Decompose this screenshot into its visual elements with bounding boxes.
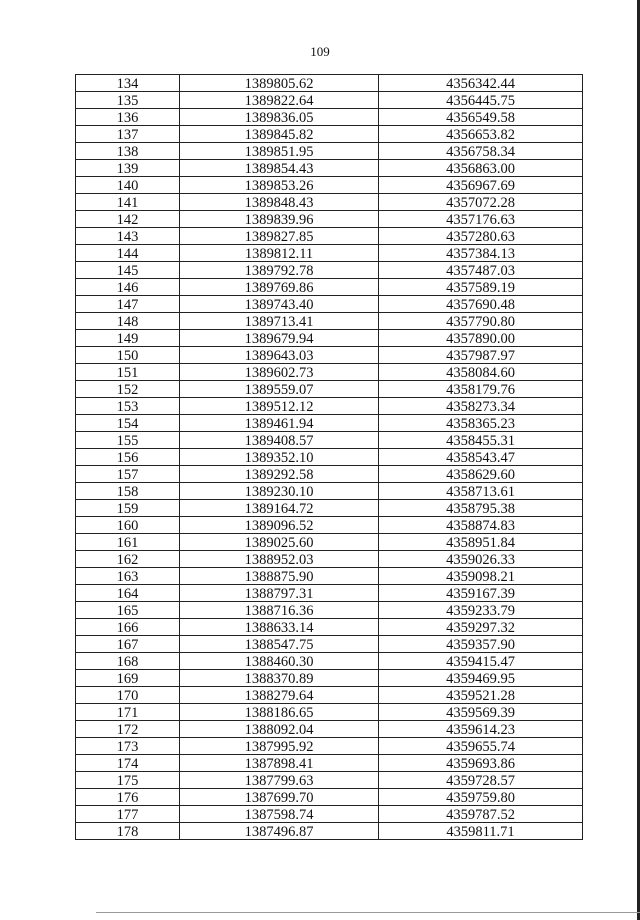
- x-coordinate-cell: 1389839.96: [180, 211, 379, 228]
- point-number-cell: 157: [76, 466, 180, 483]
- table-row: [76, 500, 583, 517]
- point-number-cell: 140: [76, 177, 180, 194]
- table-row: [76, 415, 583, 432]
- table-row: [76, 432, 583, 449]
- table-row: [76, 551, 583, 568]
- x-coordinate-cell: 1389792.78: [180, 262, 379, 279]
- x-coordinate-cell: 1388092.04: [180, 721, 379, 738]
- table-row: [76, 704, 583, 721]
- y-coordinate-cell: 4359811.71: [379, 823, 583, 840]
- y-coordinate-cell: 4358273.34: [379, 398, 583, 415]
- y-coordinate-cell: 4357690.48: [379, 296, 583, 313]
- y-coordinate-cell: 4359693.86: [379, 755, 583, 772]
- point-number-cell: 175: [76, 772, 180, 789]
- x-coordinate-cell: 1389851.95: [180, 143, 379, 160]
- point-number-cell: 139: [76, 160, 180, 177]
- y-coordinate-cell: 4356967.69: [379, 177, 583, 194]
- table-row: [76, 449, 583, 466]
- point-number-cell: 146: [76, 279, 180, 296]
- table-row: [76, 228, 583, 245]
- y-coordinate-cell: 4359297.32: [379, 619, 583, 636]
- point-number-cell: 173: [76, 738, 180, 755]
- y-coordinate-cell: 4359098.21: [379, 568, 583, 585]
- y-coordinate-cell: 4359569.39: [379, 704, 583, 721]
- table-row: [76, 381, 583, 398]
- y-coordinate-cell: 4356653.82: [379, 126, 583, 143]
- y-coordinate-cell: 4358179.76: [379, 381, 583, 398]
- point-number-cell: 137: [76, 126, 180, 143]
- point-number-cell: 178: [76, 823, 180, 840]
- point-number-cell: 148: [76, 313, 180, 330]
- y-coordinate-cell: 4359728.57: [379, 772, 583, 789]
- table-row: [76, 398, 583, 415]
- x-coordinate-cell: 1389559.07: [180, 381, 379, 398]
- y-coordinate-cell: 4356863.00: [379, 160, 583, 177]
- table-row: [76, 823, 583, 840]
- x-coordinate-cell: 1389827.85: [180, 228, 379, 245]
- y-coordinate-cell: 4358795.38: [379, 500, 583, 517]
- point-number-cell: 176: [76, 789, 180, 806]
- table-row: [76, 194, 583, 211]
- point-number-cell: 143: [76, 228, 180, 245]
- table-row: [76, 789, 583, 806]
- table-row: [76, 262, 583, 279]
- point-number-cell: 166: [76, 619, 180, 636]
- y-coordinate-cell: 4357890.00: [379, 330, 583, 347]
- table-row: [76, 245, 583, 262]
- y-coordinate-cell: 4359233.79: [379, 602, 583, 619]
- point-number-cell: 160: [76, 517, 180, 534]
- y-coordinate-cell: 4359655.74: [379, 738, 583, 755]
- x-coordinate-cell: 1388279.64: [180, 687, 379, 704]
- point-number-cell: 164: [76, 585, 180, 602]
- x-coordinate-cell: 1387898.41: [180, 755, 379, 772]
- table-row: [76, 126, 583, 143]
- x-coordinate-cell: 1388186.65: [180, 704, 379, 721]
- point-number-cell: 136: [76, 109, 180, 126]
- point-number-cell: 168: [76, 653, 180, 670]
- y-coordinate-cell: 4356549.58: [379, 109, 583, 126]
- y-coordinate-cell: 4358713.61: [379, 483, 583, 500]
- point-number-cell: 154: [76, 415, 180, 432]
- y-coordinate-cell: 4358084.60: [379, 364, 583, 381]
- x-coordinate-cell: 1389812.11: [180, 245, 379, 262]
- point-number-cell: 161: [76, 534, 180, 551]
- x-coordinate-cell: 1389230.10: [180, 483, 379, 500]
- x-coordinate-cell: 1389292.58: [180, 466, 379, 483]
- y-coordinate-cell: 4359167.39: [379, 585, 583, 602]
- y-coordinate-cell: 4359614.23: [379, 721, 583, 738]
- point-number-cell: 141: [76, 194, 180, 211]
- table-row: [76, 483, 583, 500]
- table-row: [76, 211, 583, 228]
- x-coordinate-cell: 1389679.94: [180, 330, 379, 347]
- x-coordinate-cell: 1389512.12: [180, 398, 379, 415]
- table-row: [76, 279, 583, 296]
- x-coordinate-cell: 1387699.70: [180, 789, 379, 806]
- table-row: [76, 806, 583, 823]
- point-number-cell: 135: [76, 92, 180, 109]
- point-number-cell: 172: [76, 721, 180, 738]
- point-number-cell: 163: [76, 568, 180, 585]
- y-coordinate-cell: 4357987.97: [379, 347, 583, 364]
- table-row: [76, 755, 583, 772]
- table-row: [76, 160, 583, 177]
- point-number-cell: 150: [76, 347, 180, 364]
- x-coordinate-cell: 1389853.26: [180, 177, 379, 194]
- x-coordinate-cell: 1388460.30: [180, 653, 379, 670]
- y-coordinate-cell: 4359026.33: [379, 551, 583, 568]
- x-coordinate-cell: 1389854.43: [180, 160, 379, 177]
- coordinates-table-body: [76, 75, 583, 840]
- point-number-cell: 159: [76, 500, 180, 517]
- table-row: [76, 687, 583, 704]
- x-coordinate-cell: 1389836.05: [180, 109, 379, 126]
- table-row: [76, 313, 583, 330]
- point-number-cell: 162: [76, 551, 180, 568]
- table-row: [76, 347, 583, 364]
- y-coordinate-cell: 4359469.95: [379, 670, 583, 687]
- x-coordinate-cell: 1389408.57: [180, 432, 379, 449]
- table-row: [76, 296, 583, 313]
- point-number-cell: 174: [76, 755, 180, 772]
- y-coordinate-cell: 4358874.83: [379, 517, 583, 534]
- y-coordinate-cell: 4359521.28: [379, 687, 583, 704]
- x-coordinate-cell: 1389461.94: [180, 415, 379, 432]
- x-coordinate-cell: 1389352.10: [180, 449, 379, 466]
- point-number-cell: 144: [76, 245, 180, 262]
- y-coordinate-cell: 4356342.44: [379, 75, 583, 92]
- table-row: [76, 364, 583, 381]
- table-row: [76, 653, 583, 670]
- x-coordinate-cell: 1389805.62: [180, 75, 379, 92]
- y-coordinate-cell: 4358365.23: [379, 415, 583, 432]
- x-coordinate-cell: 1388952.03: [180, 551, 379, 568]
- y-coordinate-cell: 4359759.80: [379, 789, 583, 806]
- y-coordinate-cell: 4357487.03: [379, 262, 583, 279]
- table-row: [76, 92, 583, 109]
- y-coordinate-cell: 4358455.31: [379, 432, 583, 449]
- table-row: [76, 721, 583, 738]
- point-number-cell: 147: [76, 296, 180, 313]
- point-number-cell: 167: [76, 636, 180, 653]
- point-number-cell: 155: [76, 432, 180, 449]
- x-coordinate-cell: 1388797.31: [180, 585, 379, 602]
- point-number-cell: 169: [76, 670, 180, 687]
- y-coordinate-cell: 4356445.75: [379, 92, 583, 109]
- x-coordinate-cell: 1389025.60: [180, 534, 379, 551]
- table-row: [76, 75, 583, 92]
- y-coordinate-cell: 4358543.47: [379, 449, 583, 466]
- table-row: [76, 466, 583, 483]
- y-coordinate-cell: 4358629.60: [379, 466, 583, 483]
- point-number-cell: 177: [76, 806, 180, 823]
- x-coordinate-cell: 1389713.41: [180, 313, 379, 330]
- table-row: [76, 636, 583, 653]
- x-coordinate-cell: 1388547.75: [180, 636, 379, 653]
- point-number-cell: 152: [76, 381, 180, 398]
- coordinates-table: [75, 74, 583, 840]
- x-coordinate-cell: 1389848.43: [180, 194, 379, 211]
- table-row: [76, 109, 583, 126]
- table-row: [76, 585, 583, 602]
- x-coordinate-cell: 1389164.72: [180, 500, 379, 517]
- x-coordinate-cell: 1387799.63: [180, 772, 379, 789]
- table-row: [76, 738, 583, 755]
- y-coordinate-cell: 4357790.80: [379, 313, 583, 330]
- point-number-cell: 149: [76, 330, 180, 347]
- point-number-cell: 170: [76, 687, 180, 704]
- table-row: [76, 177, 583, 194]
- x-coordinate-cell: 1387496.87: [180, 823, 379, 840]
- scan-bottom-line: [96, 912, 640, 913]
- x-coordinate-cell: 1388875.90: [180, 568, 379, 585]
- point-number-cell: 151: [76, 364, 180, 381]
- point-number-cell: 171: [76, 704, 180, 721]
- x-coordinate-cell: 1389743.40: [180, 296, 379, 313]
- x-coordinate-cell: 1387995.92: [180, 738, 379, 755]
- point-number-cell: 138: [76, 143, 180, 160]
- y-coordinate-cell: 4358951.84: [379, 534, 583, 551]
- y-coordinate-cell: 4359415.47: [379, 653, 583, 670]
- y-coordinate-cell: 4357176.63: [379, 211, 583, 228]
- point-number-cell: 165: [76, 602, 180, 619]
- point-number-cell: 153: [76, 398, 180, 415]
- point-number-cell: 158: [76, 483, 180, 500]
- x-coordinate-cell: 1389769.86: [180, 279, 379, 296]
- x-coordinate-cell: 1389822.64: [180, 92, 379, 109]
- x-coordinate-cell: 1389096.52: [180, 517, 379, 534]
- table-row: [76, 517, 583, 534]
- table-row: [76, 534, 583, 551]
- point-number-cell: 156: [76, 449, 180, 466]
- x-coordinate-cell: 1387598.74: [180, 806, 379, 823]
- x-coordinate-cell: 1388633.14: [180, 619, 379, 636]
- y-coordinate-cell: 4357072.28: [379, 194, 583, 211]
- point-number-cell: 145: [76, 262, 180, 279]
- point-number-cell: 142: [76, 211, 180, 228]
- x-coordinate-cell: 1388716.36: [180, 602, 379, 619]
- y-coordinate-cell: 4359357.90: [379, 636, 583, 653]
- y-coordinate-cell: 4359787.52: [379, 806, 583, 823]
- y-coordinate-cell: 4357589.19: [379, 279, 583, 296]
- x-coordinate-cell: 1389643.03: [180, 347, 379, 364]
- x-coordinate-cell: 1389845.82: [180, 126, 379, 143]
- point-number-cell: 134: [76, 75, 180, 92]
- page-number: 109: [310, 44, 330, 59]
- table-row: [76, 772, 583, 789]
- x-coordinate-cell: 1388370.89: [180, 670, 379, 687]
- y-coordinate-cell: 4357280.63: [379, 228, 583, 245]
- y-coordinate-cell: 4357384.13: [379, 245, 583, 262]
- table-row: [76, 670, 583, 687]
- y-coordinate-cell: 4356758.34: [379, 143, 583, 160]
- table-row: [76, 568, 583, 585]
- table-row: [76, 602, 583, 619]
- table-row: [76, 619, 583, 636]
- table-row: [76, 330, 583, 347]
- table-row: [76, 143, 583, 160]
- x-coordinate-cell: 1389602.73: [180, 364, 379, 381]
